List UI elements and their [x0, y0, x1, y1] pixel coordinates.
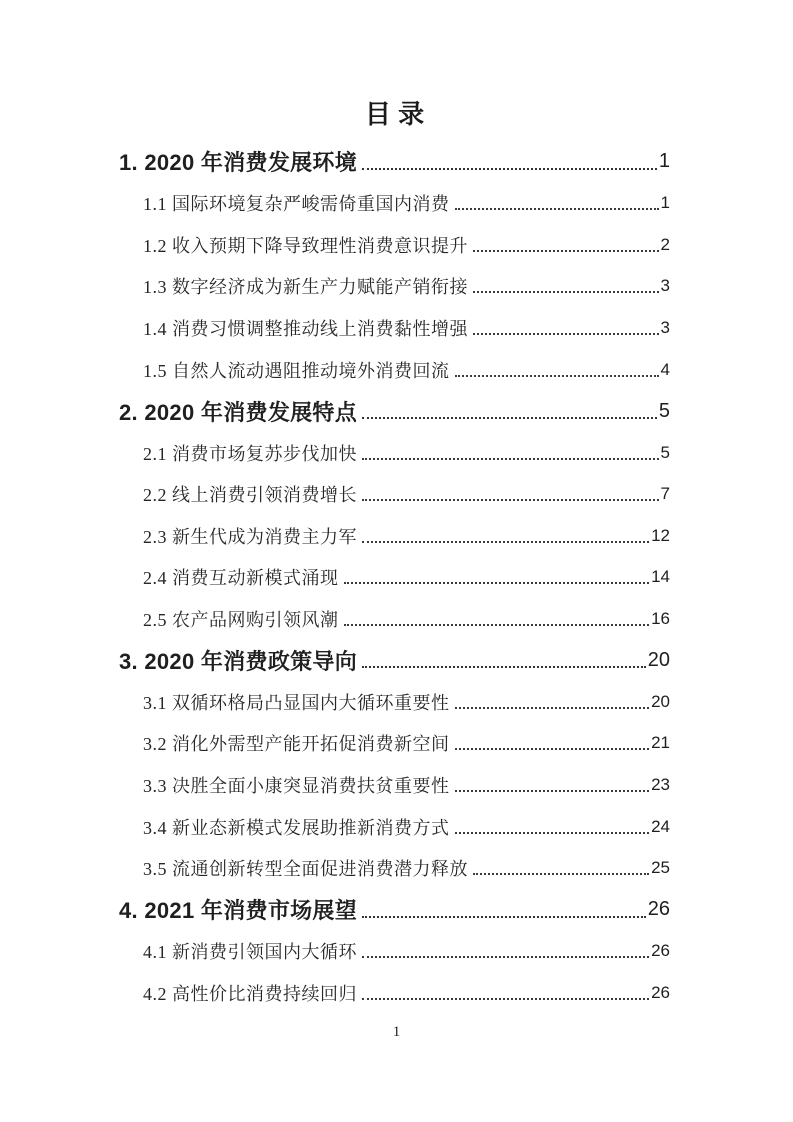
dot-leader	[362, 666, 646, 668]
dot-leader	[455, 375, 659, 377]
toc-entry-label: 1.5 自然人流动遇阻推动境外消费回流	[143, 360, 450, 381]
toc-entry-label: 4. 2021 年消费市场展望	[119, 898, 358, 924]
toc-entry-page-number: 14	[651, 567, 670, 587]
toc-item-entry	[119, 183, 670, 225]
toc-section-entry	[119, 640, 670, 682]
toc-entry-label: 2. 2020 年消费发展特点	[119, 399, 358, 425]
toc-item-entry	[119, 432, 670, 474]
toc-item-entry	[119, 806, 670, 848]
toc-entry-page-number: 21	[651, 733, 670, 753]
toc-entry-page-number: 26	[647, 898, 670, 921]
toc-entry-page-number: 2	[660, 234, 670, 254]
dot-leader	[455, 707, 650, 709]
toc-entry-page-number: 4	[660, 359, 670, 379]
toc-entry-page-number: 3	[660, 317, 670, 337]
dot-leader	[362, 417, 657, 419]
toc-entry-page-number: 12	[651, 525, 670, 545]
toc-entry-page-number: 1	[660, 193, 670, 213]
toc-entry-label: 1.1 国际环境复杂严峻需倚重国内消费	[143, 194, 450, 215]
dot-leader	[473, 250, 659, 252]
toc-entry-label: 1.3 数字经济成为新生产力赋能产销衔接	[143, 277, 468, 298]
dot-leader	[362, 168, 657, 170]
dot-leader	[344, 582, 650, 584]
dot-leader	[473, 873, 649, 875]
toc-item-entry	[119, 266, 670, 308]
dot-leader	[362, 956, 649, 958]
toc-entry-label: 3.1 双循环格局凸显国内大循环重要性	[143, 692, 450, 713]
toc-section-entry	[119, 889, 670, 931]
toc-item-entry	[119, 847, 670, 889]
toc-entry-page-number: 20	[647, 648, 670, 671]
toc-entry-label: 2.3 新生代成为消费主力军	[143, 526, 357, 547]
toc-entry-page-number: 7	[660, 484, 670, 504]
toc-entry-label: 2.5 农产品网购引领风潮	[143, 609, 339, 630]
dot-leader	[455, 790, 650, 792]
toc-entry-label: 1.2 收入预期下降导致理性消费意识提升	[143, 235, 468, 256]
toc-entry-label: 3.3 决胜全面小康突显消费扶贫重要性	[143, 775, 450, 796]
footer-page-number: 1	[392, 1024, 401, 1040]
toc-entry-label: 2.1 消费市场复苏步伐加快	[143, 443, 357, 464]
toc-item-entry	[119, 972, 670, 1014]
toc-entry-label: 2.2 线上消费引领消费增长	[143, 485, 357, 506]
toc-item-entry	[119, 473, 670, 515]
toc-entry-page-number: 3	[660, 276, 670, 296]
toc-entry-label: 4.2 高性价比消费持续回归	[143, 983, 357, 1004]
toc-item-entry	[119, 224, 670, 266]
dot-leader	[455, 208, 659, 210]
toc-entry-label: 3.4 新业态新模式发展助推新消费方式	[143, 817, 450, 838]
toc-item-entry	[119, 598, 670, 640]
toc-entry-page-number: 5	[660, 442, 670, 462]
toc-entry-page-number: 1	[658, 150, 670, 173]
toc-item-entry	[119, 556, 670, 598]
toc-entry-label: 3.5 流通创新转型全面促进消费潜力释放	[143, 859, 468, 880]
toc-item-entry	[119, 681, 670, 723]
toc-item-entry	[119, 723, 670, 765]
dot-leader	[344, 624, 650, 626]
toc-entry-page-number: 20	[651, 691, 670, 711]
dot-leader	[362, 916, 646, 918]
toc-item-entry	[119, 307, 670, 349]
toc-list	[119, 141, 670, 1013]
toc-item-entry	[119, 349, 670, 391]
toc-entry-label: 3.2 消化外需型产能开拓促消费新空间	[143, 734, 450, 755]
toc-section-entry	[119, 390, 670, 432]
toc-entry-label: 2.4 消费互动新模式涌现	[143, 568, 339, 589]
toc-item-entry	[119, 764, 670, 806]
toc-entry-page-number: 16	[651, 608, 670, 628]
dot-leader	[473, 291, 659, 293]
dot-leader	[455, 832, 650, 834]
toc-entry-page-number: 26	[651, 941, 670, 961]
toc-entry-page-number: 24	[651, 816, 670, 836]
toc-entry-label: 1. 2020 年消费发展环境	[119, 150, 358, 176]
toc-item-entry	[119, 930, 670, 972]
page-title: 目 录	[364, 99, 425, 129]
toc-item-entry	[119, 515, 670, 557]
toc-entry-label: 3. 2020 年消费政策导向	[119, 648, 358, 674]
toc-section-entry	[119, 141, 670, 183]
toc-entry-label: 4.1 新消费引领国内大循环	[143, 942, 357, 963]
dot-leader	[362, 499, 659, 501]
toc-entry-label: 1.4 消费习惯调整推动线上消费黏性增强	[143, 318, 468, 339]
toc-entry-page-number: 25	[651, 858, 670, 878]
dot-leader	[473, 333, 659, 335]
toc-entry-page-number: 23	[651, 774, 670, 794]
dot-leader	[455, 748, 650, 750]
toc-entry-page-number: 5	[658, 399, 670, 422]
dot-leader	[362, 458, 659, 460]
dot-leader	[362, 998, 649, 1000]
toc-entry-page-number: 26	[651, 982, 670, 1002]
dot-leader	[362, 541, 649, 543]
